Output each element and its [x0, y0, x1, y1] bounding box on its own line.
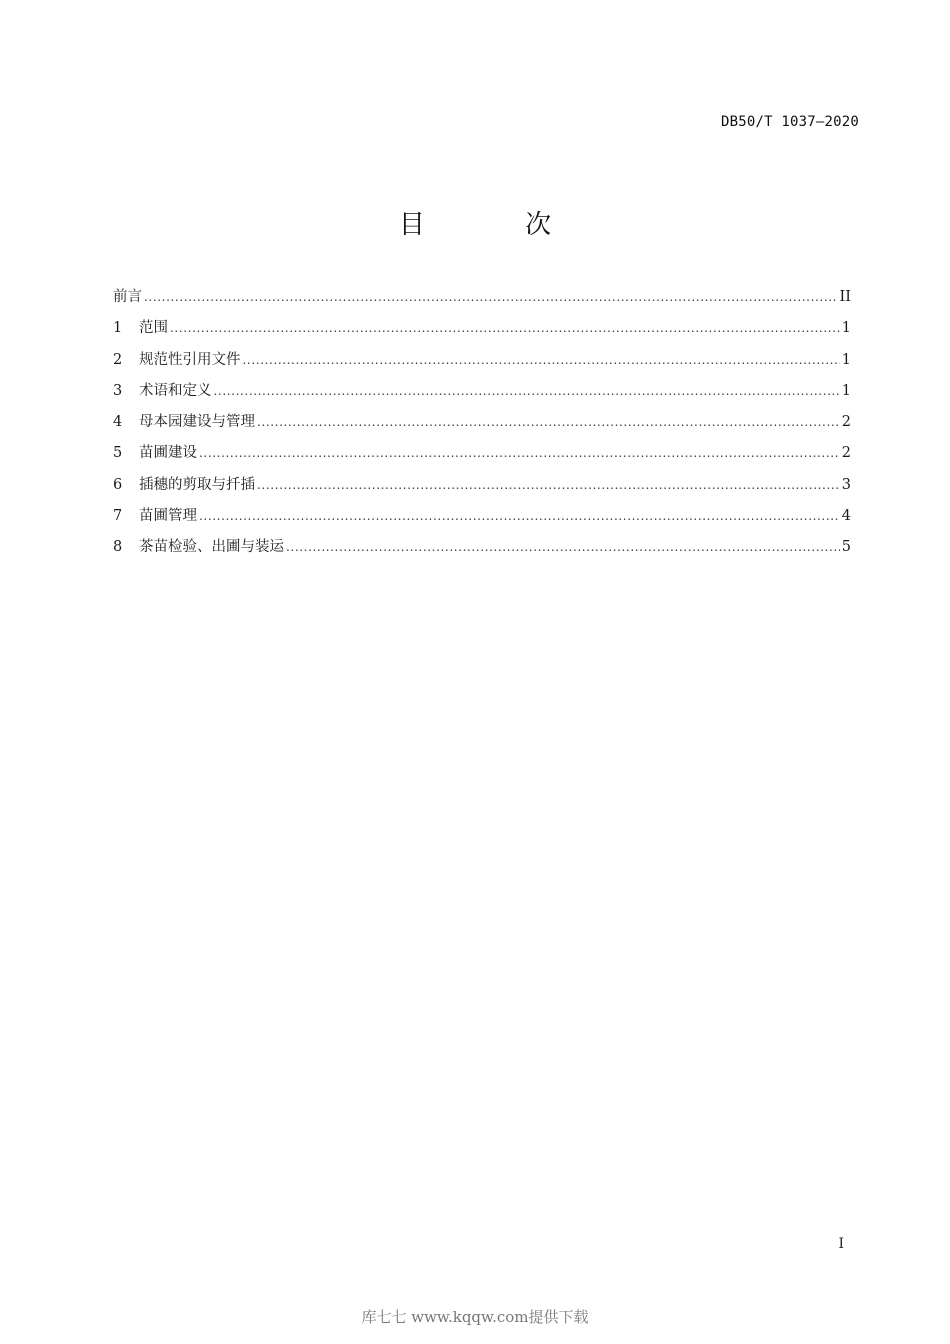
- toc-leader-dots: [243, 349, 840, 371]
- toc-entry-6[interactable]: [113, 474, 851, 505]
- toc-entry-label: 苗圃建设: [139, 445, 197, 462]
- toc-entry-label: 术语和定义: [139, 382, 212, 399]
- toc-entry-label: 范围: [139, 320, 168, 337]
- download-watermark: 库七七 www.kqqw.com提供下载: [361, 1308, 589, 1326]
- page-number: I: [838, 1236, 844, 1252]
- toc-entry-1[interactable]: [113, 317, 851, 348]
- toc-leader-dots: [257, 411, 840, 433]
- toc-entry-foreword[interactable]: [113, 286, 851, 317]
- toc-entry-2[interactable]: [113, 349, 851, 380]
- toc-entry-4[interactable]: [113, 411, 851, 442]
- toc-entry-number: 2: [113, 351, 123, 368]
- toc-entry-page: 1: [841, 382, 851, 399]
- toc-entry-page: II: [839, 289, 851, 305]
- toc-entry-7[interactable]: [113, 505, 851, 536]
- toc-entry-number: 8: [113, 539, 123, 556]
- toc-entry-label: 苗圃管理: [139, 508, 197, 525]
- toc-entry-label: 插穗的剪取与扦插: [139, 476, 255, 493]
- toc-entry-number: 4: [113, 414, 123, 431]
- toc-entry-number: 7: [113, 508, 123, 525]
- toc-entry-label: 茶苗检验、出圃与装运: [139, 539, 284, 556]
- toc-entry-page: 5: [841, 539, 851, 556]
- toc-entry-page: 2: [841, 445, 851, 462]
- toc-entry-number: 6: [113, 476, 123, 493]
- page-title: 目 次: [398, 210, 598, 240]
- toc-entry-label: 母本园建设与管理: [139, 414, 255, 431]
- standard-code: DB50/T 1037—2020: [720, 114, 859, 130]
- toc-entry-page: 2: [841, 414, 851, 431]
- toc-entry-label: 前言: [113, 289, 142, 305]
- toc-leader-dots: [257, 474, 840, 496]
- toc-leader-dots: [199, 442, 840, 464]
- toc-entry-3[interactable]: [113, 380, 851, 411]
- toc-entry-8[interactable]: [113, 536, 851, 567]
- toc-entry-number: 5: [113, 445, 123, 462]
- toc-entry-page: 1: [841, 320, 851, 337]
- toc-leader-dots: [286, 536, 840, 558]
- toc-entry-5[interactable]: [113, 442, 851, 473]
- table-of-contents: [113, 286, 851, 568]
- toc-entry-page: 1: [841, 351, 851, 368]
- toc-entry-page: 3: [841, 476, 851, 493]
- toc-entry-page: 4: [841, 508, 851, 525]
- toc-entry-number: 3: [113, 382, 123, 399]
- toc-leader-dots: [199, 505, 840, 527]
- toc-leader-dots: [170, 317, 840, 339]
- toc-entry-number: 1: [113, 320, 123, 337]
- toc-leader-dots: [144, 286, 838, 308]
- toc-leader-dots: [214, 380, 840, 402]
- toc-entry-label: 规范性引用文件: [139, 351, 241, 368]
